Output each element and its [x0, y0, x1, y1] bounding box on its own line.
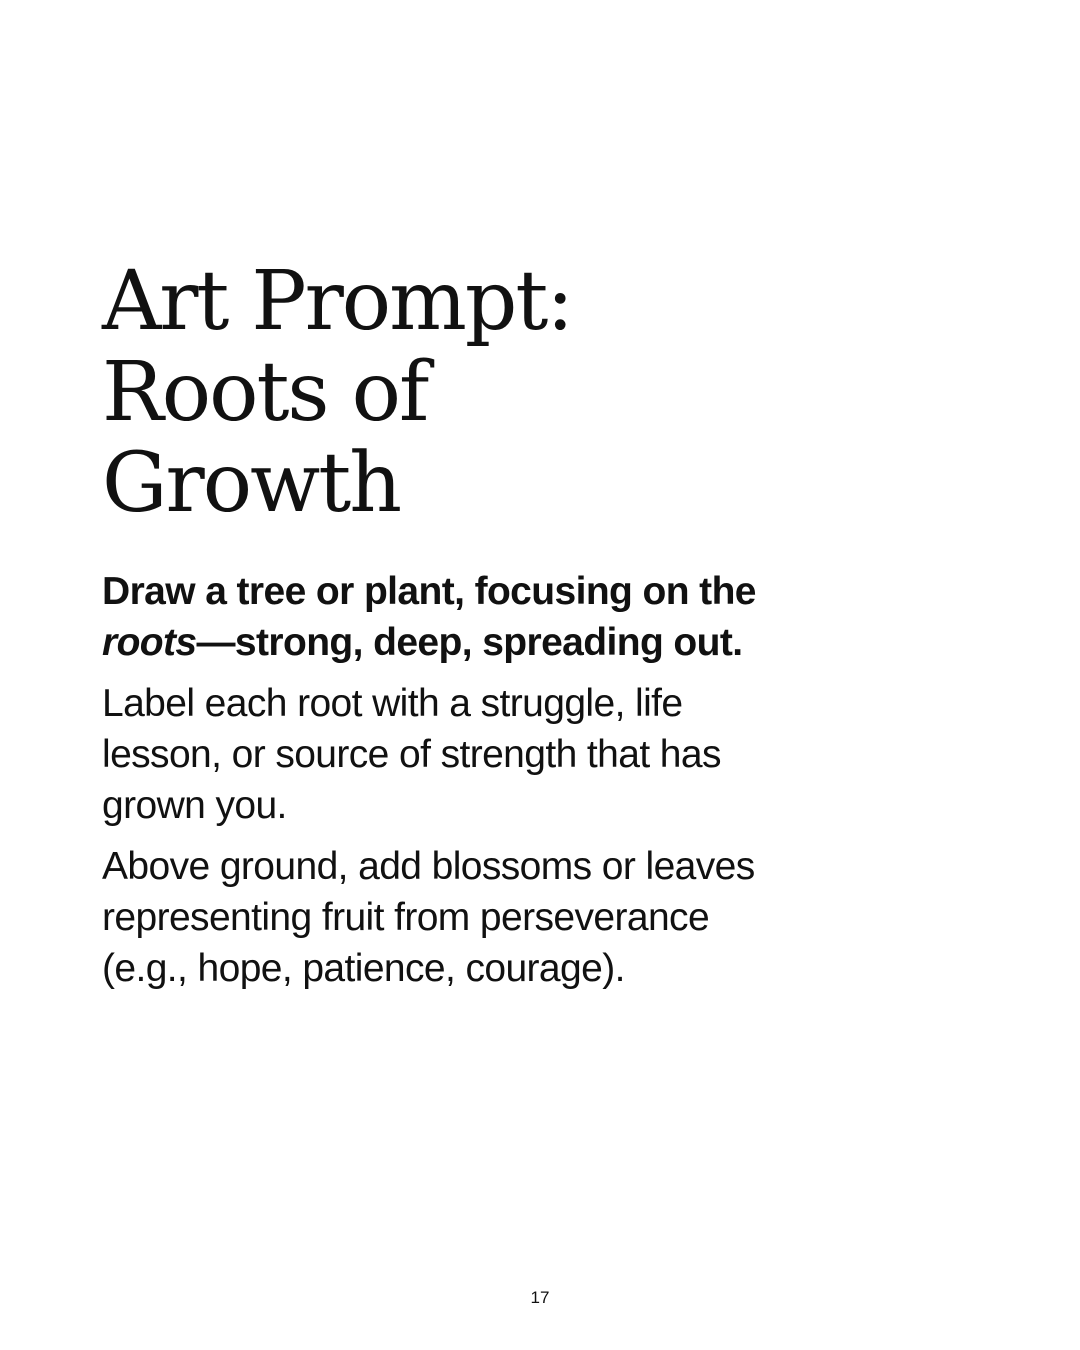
prompt-paragraph-roots: Label each root with a struggle, life lesson, or source of strength that has grown you.: [102, 682, 721, 827]
prompt-instruction-start: Draw a tree or plant, focusing on the: [102, 570, 756, 613]
page-number: 17: [530, 1288, 550, 1307]
prompt-instruction: [102, 566, 772, 668]
page-title-line-3: Growth: [102, 436, 401, 531]
prompt-instruction-emphasis: roots: [102, 621, 197, 664]
prompt-instruction-end: —strong, deep, spreading out.: [196, 621, 743, 664]
prompt-paragraph-blossoms: Above ground, add blossoms or leaves representing fruit from perseverance (e.g., hope, patience, courage).: [102, 845, 755, 990]
page-title-line-2: Roots of: [102, 345, 428, 440]
page-title-line-1: Art Prompt:: [102, 254, 572, 349]
page-title: [102, 256, 802, 529]
prompt-body: [102, 566, 772, 1004]
